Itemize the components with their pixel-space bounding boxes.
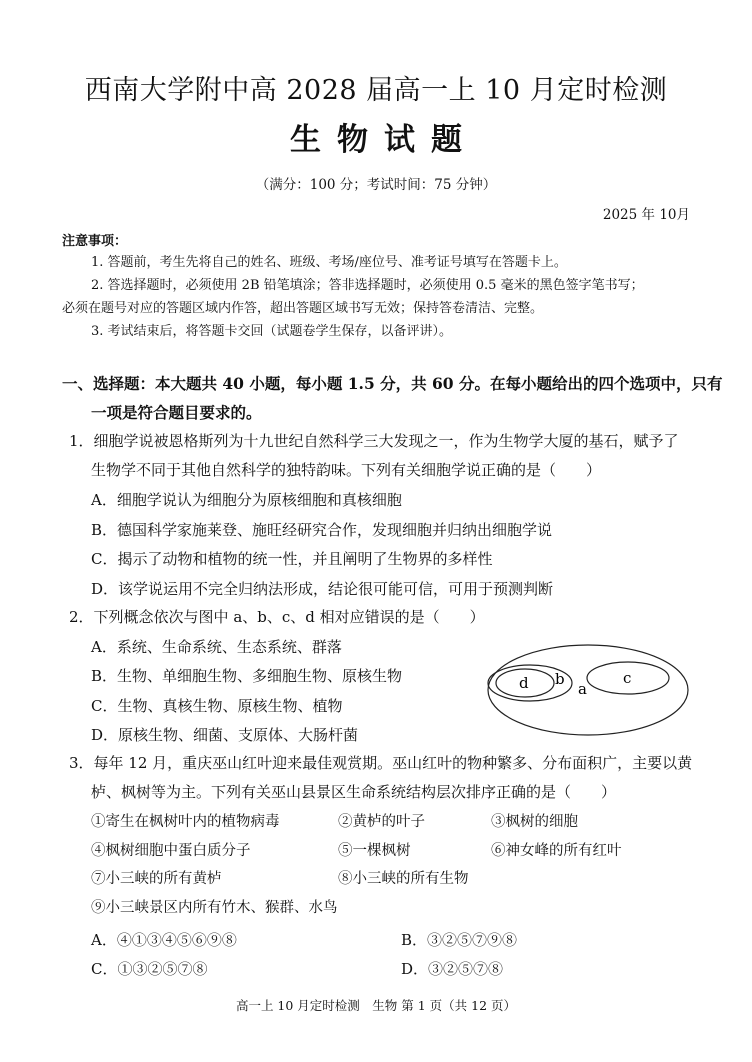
q3-stem-cont: 栌、枫树等为主。下列有关巫山县景区生命系统结构层次排序正确的是（ ） [91, 783, 617, 801]
exam-title: 西南大学附中高 2028 届高一上 10 月定时检测 [84, 75, 668, 106]
q2-stem: 2．下列概念依次与图中 a、b、c、d 相对应错误的是（ ） [69, 608, 485, 626]
q2-option-c: C．生物、真核生物、原核生物、植物 [91, 697, 343, 715]
exam-subject: 生物试题 [290, 122, 478, 158]
q3-item-7: ⑦小三峡的所有黄栌 [91, 871, 222, 887]
exam-meta: （满分：100 分；考试时间：75 分钟） [255, 177, 497, 193]
q2-option-b: B．生物、单细胞生物、多细胞生物、原核生物 [91, 667, 403, 685]
q1-option-d: D．该学说运用不完全归纳法形成，结论很可能可信，可用于预测判断 [91, 580, 554, 598]
q3-item-5: ⑤一棵枫树 [338, 843, 411, 859]
page-footer: 高一上 10 月定时检测 生物 第 1 页（共 12 页） [235, 998, 517, 1013]
label-b: b [555, 670, 565, 688]
note-2-cont: 必须在题号对应的答题区域内作答，超出答题区域书写无效；保持答卷清洁、完整。 [62, 301, 544, 316]
label-c: c [623, 669, 632, 687]
q1-stem: 1．细胞学说被恩格斯列为十九世纪自然科学三大发现之一，作为生物学大厦的基石，赋予了 [69, 432, 679, 450]
q3-item-4: ④枫树细胞中蛋白质分子 [91, 843, 251, 859]
label-d: d [519, 674, 529, 692]
concept-diagram [485, 640, 695, 740]
note-3: 3. 考试结束后，将答题卡交回（试题卷学生保存，以备评讲）。 [91, 324, 453, 339]
q3-option-d: D．③②⑤⑦⑧ [401, 960, 504, 978]
q1-stem-cont: 生物学不同于其他自然科学的独特韵味。下列有关细胞学说正确的是（ ） [91, 461, 602, 479]
q3-item-9: ⑨小三峡景区内所有竹木、猴群、水鸟 [91, 900, 338, 916]
q2-option-a: A．系统、生命系统、生态系统、群落 [91, 638, 342, 656]
q3-item-3: ③枫树的细胞 [491, 814, 578, 830]
q2-option-d: D．原核生物、细菌、支原体、大肠杆菌 [91, 726, 359, 744]
label-a: a [578, 680, 587, 698]
notes-heading: 注意事项： [62, 234, 128, 249]
ellipse-a [488, 645, 688, 735]
q3-option-c: C．①③②⑤⑦⑧ [91, 960, 208, 978]
q3-item-6: ⑥神女峰的所有红叶 [491, 843, 622, 859]
q1-option-a: A．细胞学说认为细胞分为原核细胞和真核细胞 [91, 491, 402, 509]
exam-date: 2025 年 10月 [602, 207, 690, 223]
section-heading: 一、选择题：本大题共 40 小题，每小题 1.5 分，共 60 分。在每小题给出的四个选项中，只有 [62, 374, 723, 393]
q3-stem: 3．每年 12 月，重庆巫山红叶迎来最佳观赏期。巫山红叶的物种繁多、分布面积广，主要以黄 [69, 754, 693, 772]
q1-option-b: B．德国科学家施莱登、施旺经研究合作，发现细胞并归纳出细胞学说 [91, 521, 553, 539]
q3-option-a: A．④①③④⑤⑥⑨⑧ [91, 931, 237, 949]
q1-option-c: C．揭示了动物和植物的统一性，并且阐明了生物界的多样性 [91, 550, 493, 568]
note-1: 1. 答题前，考生先将自己的姓名、班级、考场/座位号、准考证号填写在答题卡上。 [91, 255, 567, 270]
section-heading-cont: 一项是符合题目要求的。 [91, 403, 262, 422]
q3-item-1: ①寄生在枫树叶内的植物病毒 [91, 814, 280, 830]
q3-option-b: B．③②⑤⑦⑨⑧ [401, 931, 518, 949]
note-2: 2. 答选择题时，必须使用 2B 铅笔填涂；答非选择题时，必须使用 0.5 毫米的黑色签字笔书写； [91, 278, 644, 293]
q3-item-2: ②黄栌的叶子 [338, 814, 425, 830]
q3-item-8: ⑧小三峡的所有生物 [338, 871, 469, 887]
